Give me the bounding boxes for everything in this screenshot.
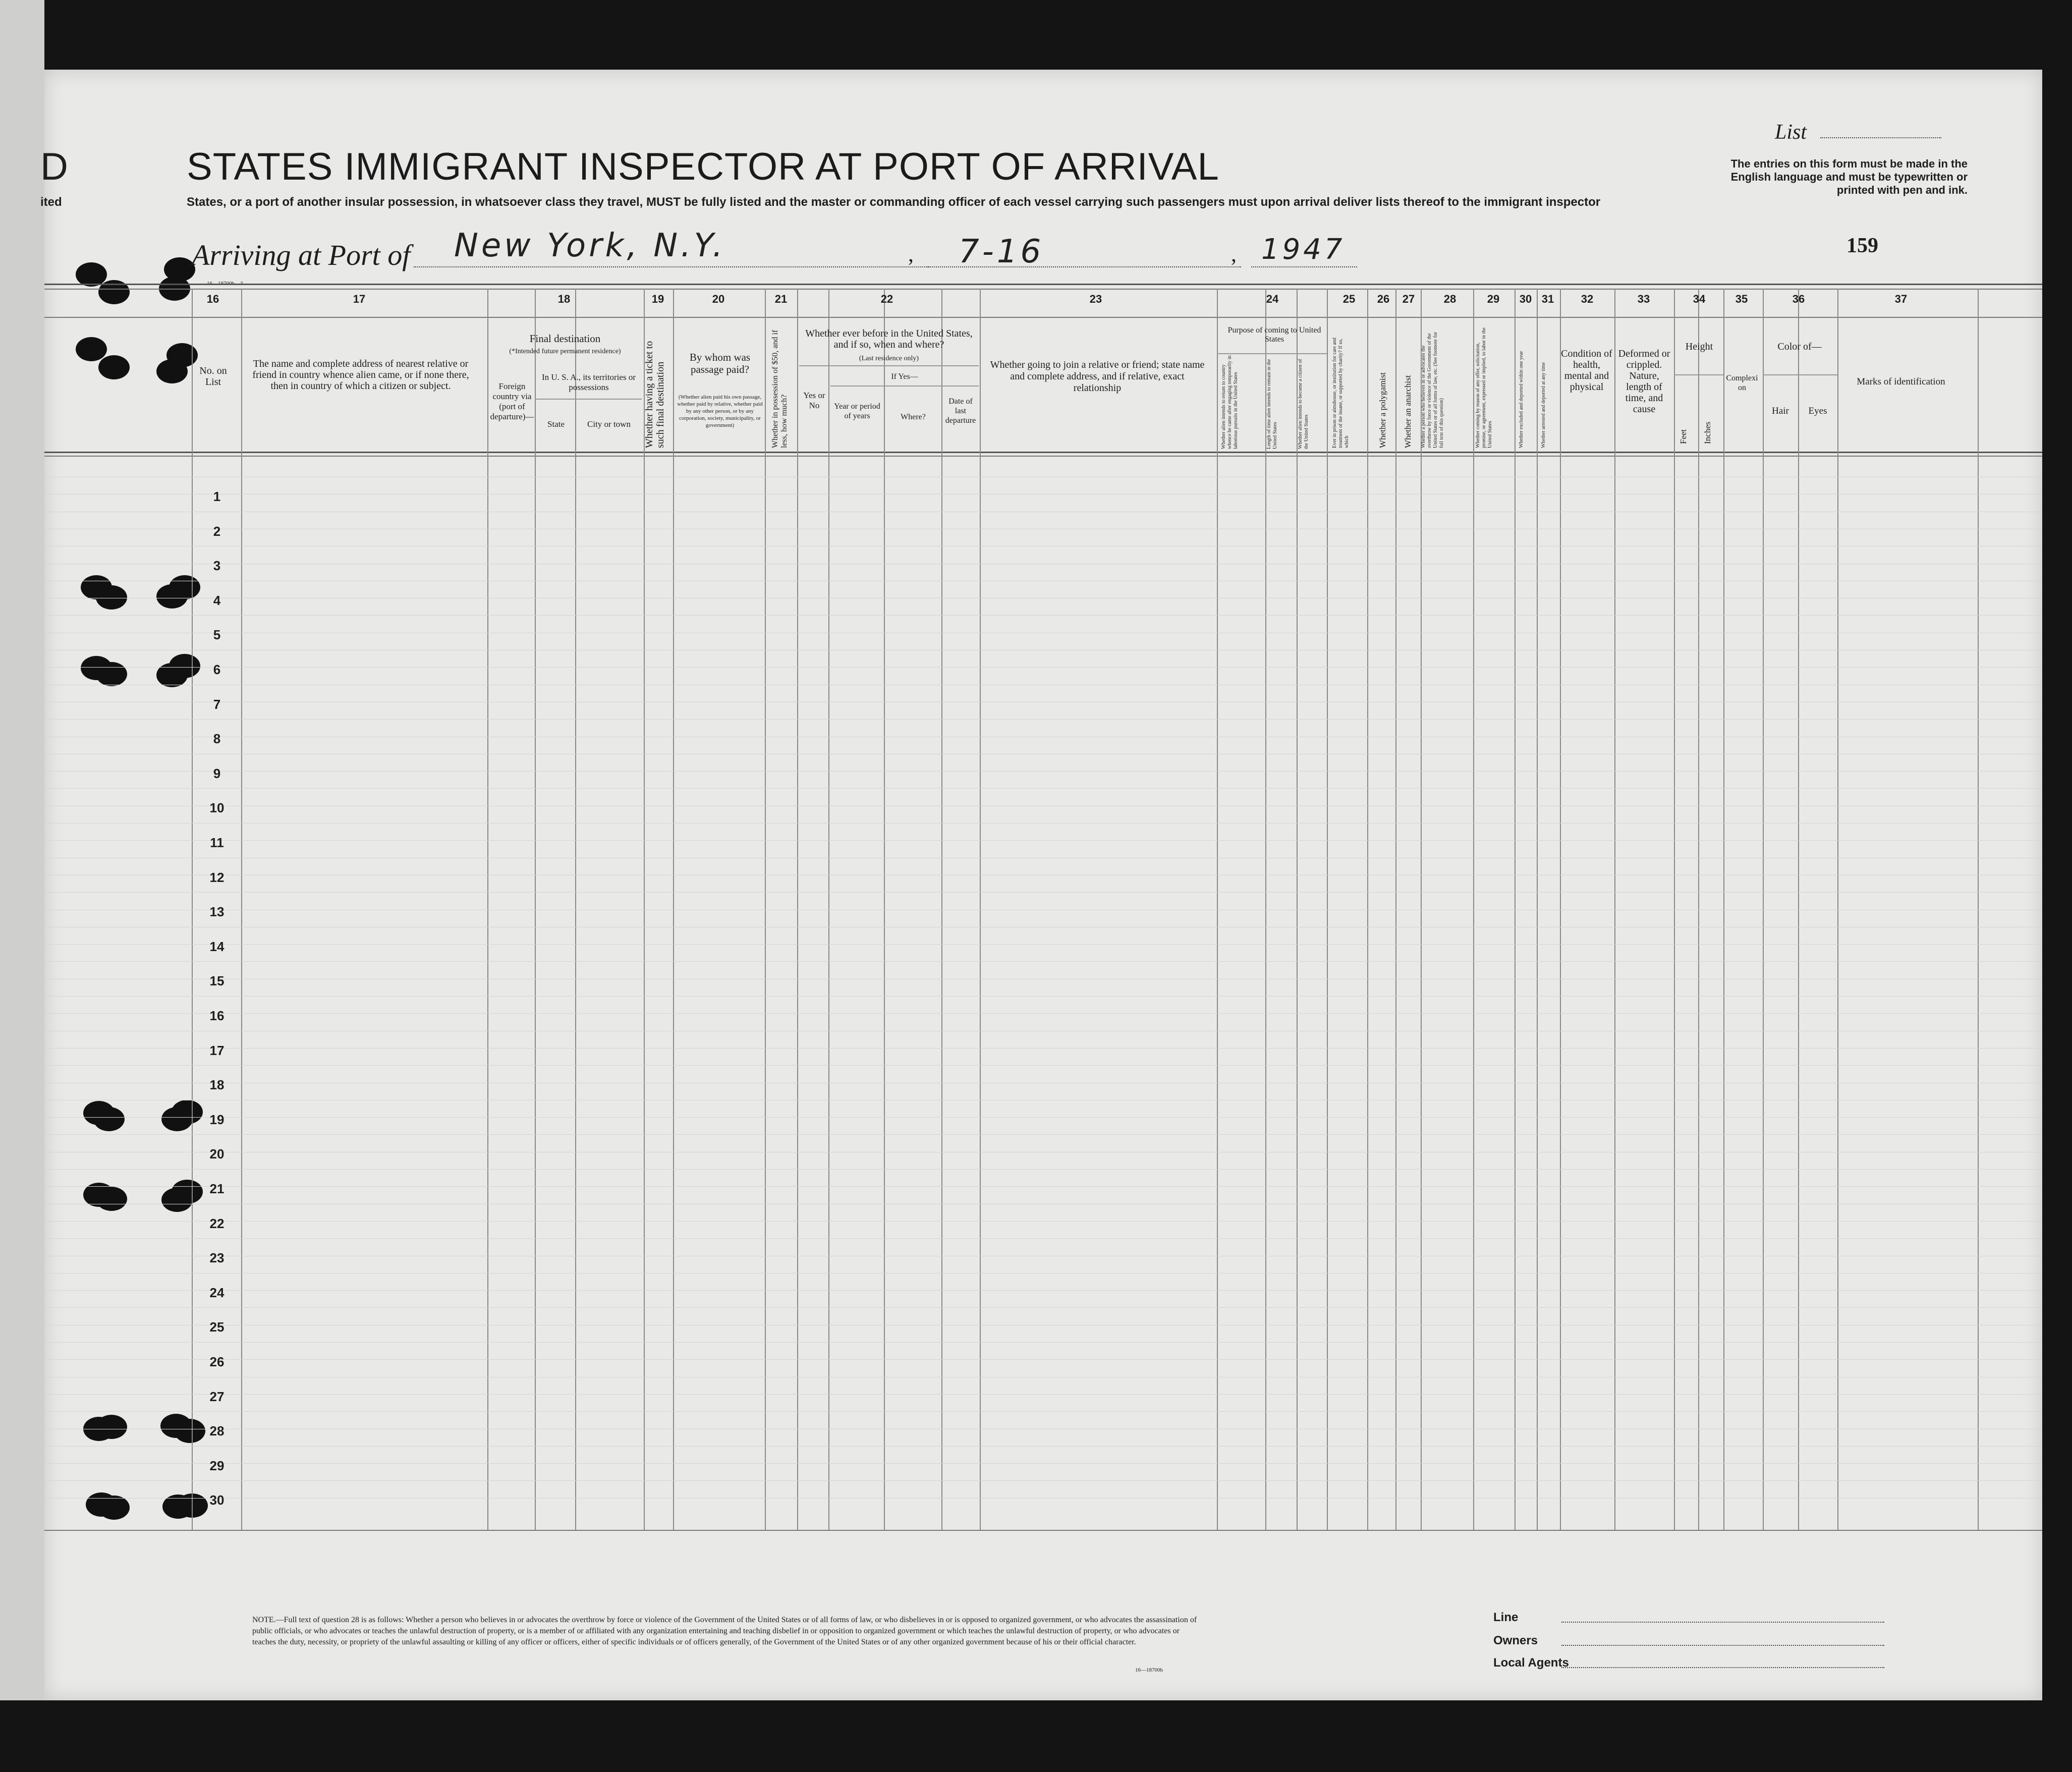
- row-number: 21: [209, 1181, 225, 1196]
- col-35-header: Complexion: [1726, 374, 1758, 392]
- row-gridline: [44, 1134, 2042, 1135]
- subtitle-prefix: ited: [40, 195, 62, 209]
- colnum-18: 18: [557, 293, 571, 305]
- col-34-inches: Inches: [1703, 421, 1712, 444]
- colnum-33: 33: [1637, 293, 1650, 305]
- comma-2: ,: [1231, 242, 1237, 266]
- row-number: 2: [213, 523, 221, 539]
- binder-hole: [96, 1187, 127, 1211]
- row-gridline: [44, 1480, 2042, 1481]
- row-number: 19: [209, 1112, 225, 1127]
- colnum-28: 28: [1443, 293, 1457, 305]
- colnum-27: 27: [1402, 293, 1415, 305]
- row-gridline: [44, 1307, 2042, 1308]
- row-number: 22: [209, 1215, 225, 1231]
- header-bottom-rule-2: [44, 456, 2042, 457]
- table-top-rule: [44, 284, 2042, 285]
- port-handwritten: New York, N.Y.: [454, 227, 726, 264]
- colnum-34: 34: [1693, 293, 1706, 305]
- row-gridline: [44, 667, 2042, 668]
- col-18-foreign: Foreign country via (port of departure)—: [490, 381, 534, 421]
- col-17-header: The name and complete address of nearest relative or friend in country whence alien came, or if none there, then in country of which a citizen or subject.: [252, 358, 469, 392]
- row-number: 10: [209, 800, 225, 816]
- col-30-header: Whether excluded and deported within one year: [1519, 351, 1524, 448]
- row-gridline: [44, 1359, 2042, 1360]
- row-number: 30: [209, 1492, 225, 1508]
- row-gridline: [44, 1186, 2042, 1187]
- scan-edge: [0, 0, 44, 1700]
- page-subtitle: States, or a port of another insular possession, in whatsoever class they travel, MUST be fully listed and the master or commanding officer of each vessel carrying such passengers must upon arrival deliver lists thereof to the immigrant inspector: [187, 195, 1601, 209]
- row-number: 25: [209, 1319, 225, 1335]
- col-29-header: Whether coming by reason of any offer, solicitation, promise, or agreement, expressed or implied, to labor in the United States: [1475, 327, 1493, 448]
- subheader-rule: [535, 399, 642, 400]
- row-number: 24: [209, 1285, 225, 1300]
- col-24c-header: Whether alien intends to become a citizen of the United States: [1298, 359, 1309, 449]
- col-20-title: By whom was passage paid?: [689, 351, 751, 375]
- row-gridline: [44, 1065, 2042, 1066]
- colnum-21: 21: [774, 293, 788, 305]
- col-18-city: City or town: [587, 419, 631, 429]
- row-gridline: [44, 1013, 2042, 1014]
- row-number: 12: [209, 869, 225, 885]
- row-number: 13: [209, 904, 225, 920]
- row-gridline: [44, 1446, 2042, 1447]
- colnum-29: 29: [1487, 293, 1500, 305]
- col-32-header: Condition of health, mental and physical: [1561, 348, 1612, 393]
- row-number: 7: [213, 696, 221, 712]
- colnum-23: 23: [1089, 293, 1102, 305]
- col-36-eyes: Eyes: [1808, 406, 1827, 416]
- row-gridline: [44, 840, 2042, 841]
- row-number: 9: [213, 765, 221, 781]
- col-18-note: (*Intended future permanent residence): [509, 348, 621, 355]
- row-gridline: [44, 1411, 2042, 1412]
- row-number: 11: [210, 835, 224, 850]
- line-signature-line: [1561, 1622, 1884, 1623]
- col-34-title: Height: [1685, 341, 1713, 352]
- row-number: 20: [209, 1146, 225, 1162]
- row-number: 28: [209, 1423, 225, 1439]
- row-gridline: [44, 1117, 2042, 1118]
- table-top-rule-2: [44, 289, 2042, 290]
- subheader-rule: [1674, 374, 1723, 375]
- page-title: STATES IMMIGRANT INSPECTOR AT PORT OF ARRIVAL: [187, 145, 1219, 188]
- col-21-header: Whether in possession of $50, and if less, how much?: [771, 329, 789, 448]
- subheader-rule: [799, 365, 979, 366]
- col-25-header: Ever in prison or almshouse, or institution for care and treatment of the insane, or supported by charity? If so, which: [1332, 338, 1350, 448]
- arriving-label: Arriving at Port of: [192, 239, 411, 271]
- binder-hole: [164, 257, 195, 282]
- footnote: NOTE.—Full text of question 28 is as follows: Whether a person who believes in or advocates the overthrow by force or violence of the Government of the United States or of all forms of law, or who disbelieves in or is opposed to organized government, or who advocates the assassination of public officials, or who advocates or teaches the unlawful destruction of property, or is a member of or affiliated with any organization entertaining and teaching disbelief in or opposition to organized government or which teaches the unlawful destruction of property, or who advocates or teaches the duty, necessity, or propriety of the unlawful assaulting or killing of any officer or officers, either of specific individuals or of officers generally, of the Government of the United States or of any other organized government because of his or their official character.: [252, 1616, 1197, 1646]
- footnote-code: 16—18700b: [1135, 1667, 1163, 1673]
- row-number: 16: [209, 1008, 225, 1023]
- colnum-rule: [44, 317, 2042, 318]
- col-22-where: Where?: [901, 413, 926, 421]
- col-31-header: Whether arrested and deported at any time: [1541, 362, 1546, 448]
- colnum-36: 36: [1792, 293, 1805, 305]
- binder-hole: [96, 662, 127, 686]
- col-22-ifyes: If Yes—: [891, 372, 918, 381]
- col-23-header: Whether going to join a relative or friend; state name and complete address, and if relative, exact relationship: [990, 359, 1205, 394]
- binder-hole: [166, 343, 198, 367]
- colnum-22: 22: [880, 293, 893, 305]
- col-19-header: Whether having a ticket to such final destination: [644, 341, 666, 448]
- row-number: 1: [213, 489, 221, 504]
- binder-hole: [98, 1496, 130, 1520]
- colnum-26: 26: [1377, 293, 1390, 305]
- row-number: 3: [213, 558, 221, 574]
- row-number: 23: [209, 1250, 225, 1266]
- row-gridline: [44, 1498, 2042, 1499]
- colnum-31: 31: [1541, 293, 1554, 305]
- col-18-usa: In U. S. A., its territories or possessions: [541, 372, 636, 392]
- row-number: 5: [213, 627, 221, 643]
- col-33-header: Deformed or crippled. Nature, length of time, and cause: [1618, 348, 1670, 415]
- row-gridline: [44, 944, 2042, 945]
- colnum-17: 17: [353, 293, 366, 305]
- row-gridline: [44, 1221, 2042, 1222]
- row-gridline: [44, 1290, 2042, 1291]
- row-number: 6: [213, 662, 221, 677]
- row-number: 26: [209, 1354, 225, 1369]
- agents-signature-line: [1561, 1667, 1884, 1668]
- line-label: Line: [1493, 1611, 1519, 1624]
- row-gridline: [44, 1342, 2042, 1343]
- row-number: 15: [209, 973, 225, 989]
- year-line: [1251, 266, 1357, 267]
- row-gridline: [44, 1463, 2042, 1464]
- colnum-30: 30: [1519, 293, 1532, 305]
- col-27-header: Whether an anarchist: [1403, 375, 1413, 448]
- col-24a-header: Whether alien intends to return to country whence he came after engaging temporarily in laborious pursuits in the United States: [1221, 355, 1239, 449]
- header-bottom-rule: [44, 452, 2042, 453]
- agents-label: Local Agents: [1493, 1656, 1569, 1670]
- title-prefix: D: [40, 145, 68, 188]
- col-16-header: No. on List: [199, 365, 227, 387]
- row-number: 18: [209, 1077, 225, 1093]
- row-gridline: [44, 892, 2042, 893]
- col-22-title: Whether ever before in the United States, and if so, when and where?: [805, 328, 973, 350]
- table-bottom-rule: [44, 1530, 2042, 1531]
- row-gridline: [44, 788, 2042, 789]
- col-18-state: State: [547, 419, 565, 429]
- colnum-35: 35: [1735, 293, 1748, 305]
- row-number: 4: [213, 592, 221, 608]
- colnum-32: 32: [1581, 293, 1594, 305]
- col-22-yesno: Yes or No: [803, 391, 825, 410]
- row-number: 17: [209, 1042, 225, 1058]
- owners-signature-line: [1561, 1645, 1884, 1646]
- row-gridline: [44, 1238, 2042, 1239]
- list-number: 159: [1846, 234, 1878, 257]
- colnum-20: 20: [712, 293, 725, 305]
- colnum-19: 19: [651, 293, 664, 305]
- colnum-16: 16: [206, 293, 219, 305]
- col-26-header: Whether a polygamist: [1378, 372, 1387, 448]
- binder-hole: [98, 355, 130, 379]
- binder-hole: [96, 585, 127, 610]
- col-20-note: (Whether alien paid his own passage, whether paid by relative, whether paid by any other person, or by any corporation, society, municipality, or government): [677, 394, 763, 428]
- list-label: List: [1775, 121, 1807, 144]
- col-18-title: Final destination: [529, 333, 601, 345]
- col-36-hair: Hair: [1772, 406, 1789, 416]
- subheader-rule: [830, 385, 979, 386]
- row-number: 8: [213, 731, 221, 747]
- row-gridline: [44, 1169, 2042, 1170]
- comma-1: ,: [908, 242, 914, 266]
- row-gridline: [44, 1394, 2042, 1395]
- col-24b-header: Length of time alien intends to remain in the United States: [1266, 359, 1278, 449]
- binder-hole: [96, 1415, 127, 1439]
- col-28-header: Whether a person who believes in or advocates the overthrow by force or violence of the Government of the United States or of all forms of law, etc. (See footnote for full text of this question): [1421, 331, 1444, 448]
- list-line: [1820, 137, 1941, 138]
- binder-hole: [76, 262, 107, 287]
- binder-hole: [93, 1107, 125, 1131]
- row-number: 14: [209, 938, 225, 954]
- port-line: [414, 266, 928, 267]
- date-handwritten: 7-16: [959, 233, 1044, 270]
- row-gridline: [44, 961, 2042, 962]
- subheader-rule: [1763, 374, 1837, 375]
- entry-notice: The entries on this form must be made in the English language and must be typewritten or printed with pen and ink.: [1730, 157, 1968, 196]
- year-handwritten: 1947: [1261, 233, 1346, 266]
- binder-hole: [76, 337, 107, 361]
- manifest-page: [44, 70, 2042, 1700]
- col-22-note: (Last residence only): [859, 355, 919, 362]
- row-number: 27: [209, 1389, 225, 1404]
- colnum-37: 37: [1894, 293, 1908, 305]
- row-number: 29: [209, 1458, 225, 1473]
- colnum-24: 24: [1266, 293, 1279, 305]
- col-36-title: Color of—: [1777, 341, 1822, 352]
- col-24-title: Purpose of coming to United States: [1227, 326, 1321, 344]
- colnum-25: 25: [1342, 293, 1356, 305]
- col-22-date: Date of last departure: [945, 397, 976, 425]
- owners-label: Owners: [1493, 1634, 1538, 1647]
- row-gridline: [44, 615, 2042, 616]
- col-22-year: Year or period of years: [834, 402, 880, 420]
- col-34-feet: Feet: [1678, 429, 1688, 444]
- col-37-header: Marks of identification: [1857, 376, 1945, 387]
